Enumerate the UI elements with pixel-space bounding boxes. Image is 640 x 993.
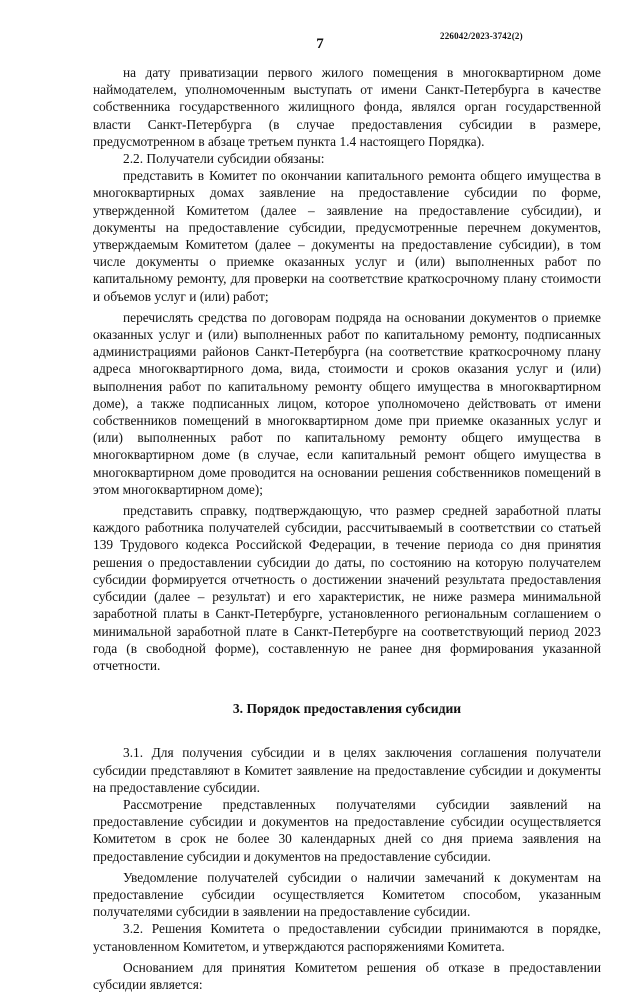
section-title: 3. Порядок предоставления субсидии [232,701,462,717]
paragraph: 3.2. Решения Комитета о предоставлении субсидии принимаются в порядке, установленном Комитетом, и утверждаются распоряжениями Комитета. [93,921,601,954]
paragraph: Рассмотрение представленных получателями субсидии заявлений на предоставление субсидии и документов на предоставление субсидии осуществляется Комитетом в срок не более 30 календарных дней со дня приема заявления на предоставление субсидии и документов на предоставление субсидии. [93,796,601,864]
paragraph: 3.1. Для получения субсидии и в целях заключения соглашения получатели субсидии представляют в Комитет заявление на предоставление субсидии и документы на предоставление субсидии. [93,745,601,795]
paragraph: на дату приватизации первого жилого помещения в многоквартирном доме наймодателем, уполномоченным выступать от имени Санкт-Петербурга в качестве собственника государственного жилищного фонда, являлся орган государственной власти Санкт-Петербурга (в случае предоставления субсидии в размере, предусмотренном в абзаце третьем пункта 1.4 настоящего Порядка). [93,65,601,149]
document-body [93,64,601,993]
page-number: 7 [316,36,324,52]
paragraph: Уведомление получателей субсидии о наличии замечаний к документам на предоставление субсидии осуществляется Комитетом способом, указанным получателями субсидии в заявлении на предоставление субсидии. [93,869,601,920]
document-id: 226042/2023-3742(2) [440,31,523,41]
paragraph: перечислять средства по договорам подряда на основании документов о приемке оказанных услуг и (или) выполненных работ по капитальному ремонту, подписанных администрациями районов Санкт-Петербурга (на соответствие краткосрочному плану адреса многоквартирного дома, вида, стоимости и сроков оказания услуг и (или) выполнения работ по капитальному ремонту общего имущества в многоквартирном доме), а также подписанных лицом, которое уполномочено действовать от имени собственников помещений в многоквартирном доме при приемке оказанных услуг и (или) выполненных работ по капитальному ремонту общего имущества в многоквартирном доме (в случае, если капитальный ремонт общего имущества в многоквартирном доме проводится на основании решения собственников помещений в этом многоквартирном доме); [93,309,601,497]
paragraph: представить в Комитет по окончании капитального ремонта общего имущества в многоквартирных домах заявление на предоставление субсидии по форме, утвержденной Комитетом (далее – заявление на предоставление субсидии), и документы на предоставление субсидии, предусмотренные перечнем документов, утверждаемым Комитетом (далее – документы на предоставление субсидии), в том числе документы о приемке оказанных услуг и (или) выполненных работ по капитальному ремонту, для проверки на соответствие краткосрочному плану стоимости и объемов услуг и (или) работ; [93,168,601,304]
paragraph: представить справку, подтверждающую, что размер средней заработной платы каждого работника получателей субсидии, рассчитываемый в соответствии со статьей 139 Трудового кодекса Российской Федерации, в течение периода со дня принятия решения о предоставлении субсидии до даты, по состоянию на которую получателем субсидии формируется отчетность о достижении значений результата предоставления субсидии (далее – результат) и его характеристик, не ниже размера минимальной заработной платы в Санкт-Петербурге, установленного региональным соглашением о минимальной заработной плате в Санкт-Петербурге на соответствующий период 2023 года (в свободной форме), составленную не ранее дня формирования указанной отчетности. [93,503,601,673]
paragraph: Основанием для принятия Комитетом решения об отказе в предоставлении субсидии является: [93,959,601,992]
paragraph: 2.2. Получатели субсидии обязаны: [123,151,325,167]
